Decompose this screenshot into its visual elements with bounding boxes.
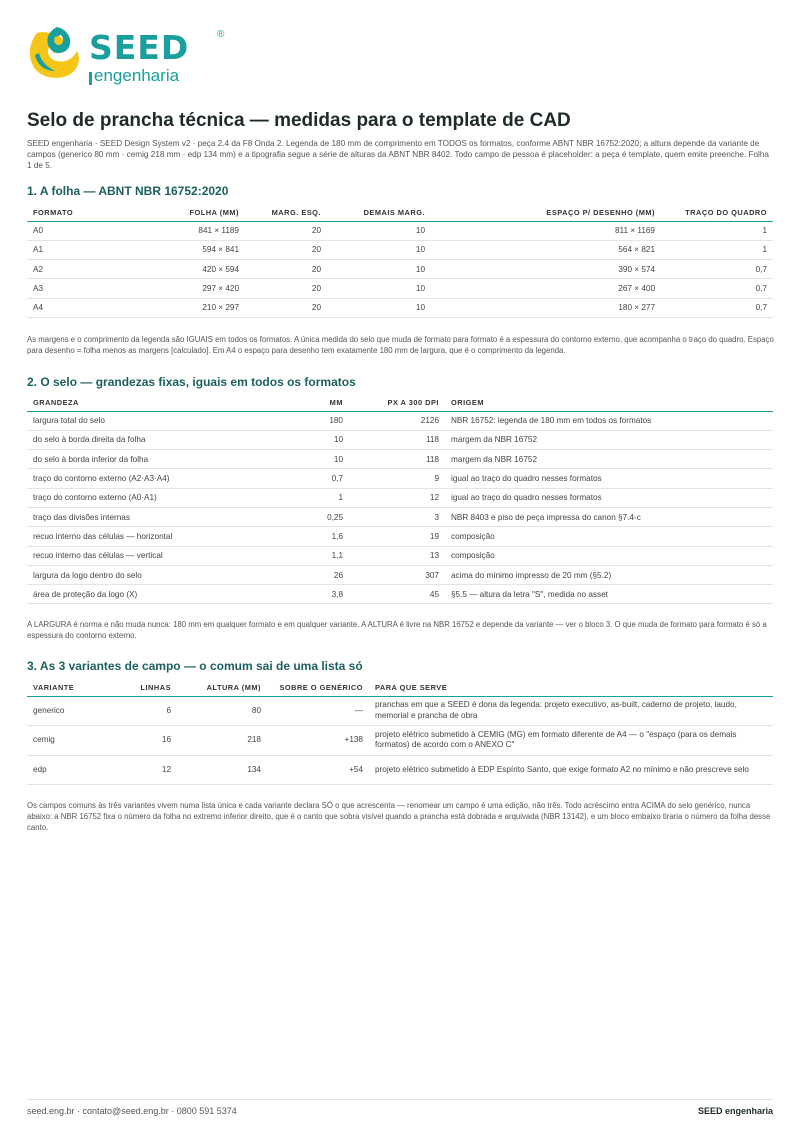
table-cell: 134 (177, 755, 267, 785)
table-cell: 594 × 841 (147, 240, 245, 259)
table-cell: 218 (177, 726, 267, 756)
table-cell: 10 (301, 430, 349, 449)
table-cell: — (267, 696, 369, 726)
table-cell: 118 (349, 450, 445, 469)
table-cell: acima do mínimo impresso de 20 mm (§5.2) (445, 565, 773, 584)
table-cell: edp (27, 755, 121, 785)
section-2-title: 2. O selo — grandezas fixas, iguais em todos os formatos (27, 375, 356, 389)
table-cell: 1 (661, 240, 773, 259)
col-header: FOLHA (MM) (147, 204, 245, 221)
table-cell: largura da logo dentro do selo (27, 565, 301, 584)
col-header: ALTURA (MM) (177, 679, 267, 696)
table-cell: 20 (245, 298, 327, 317)
table-row (27, 221, 773, 240)
section-3-note: Os campos comuns às três variantes vivem numa lista única e cada variante declara SÓ o que acrescenta — renomear um campo é uma edição, não três. Todo acréscimo entra ACIMA do selo genérico, nunca abaixo: a NBR 16752 fixa o número da folha no extremo inferior direito, que é o canto que sobra visível quando a prancha está dobrada e arquivada (NBR 13142), e um bloco embaixo tiraria o número da folha desse canto. (27, 801, 771, 832)
page-title: Selo de prancha técnica — medidas para o template de CAD (27, 110, 571, 131)
table-cell: área de proteção da logo (X) (27, 585, 301, 604)
table-cell: A2 (27, 260, 147, 279)
table-cell: 564 × 821 (431, 240, 661, 259)
col-header: MM (301, 394, 349, 411)
table-cell: do selo à borda direita da folha (27, 430, 301, 449)
table-row (27, 411, 773, 430)
table-cell: 20 (245, 260, 327, 279)
table-cell: traço das divisões internas (27, 507, 301, 526)
section-1-note: As margens e o comprimento da legenda são IGUAIS em todos os formatos. A única medida do selo que muda de formato para formato é a espessura do contorno externo, que acompanha o traço do quadro. Espaço para desenho = folha menos as margens [calculado]. Em A4 o espaço para desenho tem exatamente 180 mm de largura, que é o comprimento da legenda. (27, 335, 774, 355)
table-cell: 0,7 (661, 260, 773, 279)
footer-brand: SEED engenharia (697, 1106, 773, 1116)
table-cell: recuo interno das células — vertical (27, 546, 301, 565)
table-cell: 13 (349, 546, 445, 565)
table-cell: 9 (349, 469, 445, 488)
section-2-note: A LARGURA é norma e não muda nunca: 180 mm em qualquer formato e em qualquer variante. A ALTURA é livre na NBR 16752 e depende da variante — ver o bloco 3. O que muda de formato para formato é só a espessura do contorno externo. (27, 620, 767, 640)
table-cell: traço do contorno externo (A0·A1) (27, 488, 301, 507)
table-cell: 0,7 (661, 298, 773, 317)
table-header-row (27, 679, 773, 696)
section-3-title: 3. As 3 variantes de campo — o comum sai de uma lista só (27, 659, 363, 673)
col-header: PX A 300 DPI (349, 394, 445, 411)
table-cell: 210 × 297 (147, 298, 245, 317)
table-row (27, 430, 773, 449)
table-cell: 3,8 (301, 585, 349, 604)
table-row (27, 279, 773, 298)
table-cell: 10 (301, 450, 349, 469)
table-cell: 12 (349, 488, 445, 507)
table-cell: +138 (267, 726, 369, 756)
col-header: TRAÇO DO QUADRO (661, 204, 773, 221)
col-header: DEMAIS MARG. (327, 204, 431, 221)
table-row (27, 507, 773, 526)
table-cell: igual ao traço do quadro nesses formatos (445, 488, 773, 507)
table-row (27, 488, 773, 507)
table-cell: +54 (267, 755, 369, 785)
table-cell: 811 × 1169 (431, 221, 661, 240)
table-cell: recuo interno das células — horizontal (27, 527, 301, 546)
table-cell: margem da NBR 16752 (445, 430, 773, 449)
table-row (27, 755, 773, 785)
table-cell: do selo à borda inferior da folha (27, 450, 301, 469)
table-cell: 1 (661, 221, 773, 240)
table-cell: 20 (245, 240, 327, 259)
table-cell: 1 (301, 488, 349, 507)
table-cell: 10 (327, 298, 431, 317)
table-cell: 10 (327, 260, 431, 279)
col-header: PARA QUE SERVE (369, 679, 773, 696)
col-header: MARG. ESQ. (245, 204, 327, 221)
table-cell: 10 (327, 240, 431, 259)
table-cell: 20 (245, 221, 327, 240)
table-cell: margem da NBR 16752 (445, 450, 773, 469)
table-cell: 0,7 (661, 279, 773, 298)
table-cell: 26 (301, 565, 349, 584)
table-row (27, 260, 773, 279)
table-cell: 10 (327, 279, 431, 298)
table-row (27, 469, 773, 488)
table-cell: projeto elétrico submetido à EDP Espírito Santo, que exige formato A2 no mínimo e não prescreve selo (369, 755, 773, 785)
section-1-title: 1. A folha — ABNT NBR 16752:2020 (27, 184, 229, 198)
table-cell: 297 × 420 (147, 279, 245, 298)
col-header: ORIGEM (445, 394, 773, 411)
sheet-formats-table (27, 204, 773, 318)
table-row (27, 546, 773, 565)
seed-logo-icon (27, 25, 82, 81)
table-row (27, 450, 773, 469)
table-cell: traço do contorno externo (A2·A3·A4) (27, 469, 301, 488)
table-cell: 10 (327, 221, 431, 240)
table-cell: 1,6 (301, 527, 349, 546)
table-row (27, 585, 773, 604)
table-cell: §5.5 — altura da letra "S", medida no asset (445, 585, 773, 604)
footer-divider (27, 1099, 773, 1100)
col-header: LINHAS (121, 679, 177, 696)
table-cell: pranchas em que a SEED é dona da legenda: projeto executivo, as-built, caderno de projeto, laudo, memorial e prancha de obra (369, 696, 773, 726)
table-header-row (27, 394, 773, 411)
table-cell: 19 (349, 527, 445, 546)
seal-dimensions-table (27, 394, 773, 604)
col-header: ESPAÇO P/ DESENHO (MM) (431, 204, 661, 221)
table-cell: A3 (27, 279, 147, 298)
col-header: VARIANTE (27, 679, 121, 696)
table-cell: NBR 16752: legenda de 180 mm em todos os formatos (445, 411, 773, 430)
table-cell: projeto elétrico submetido à CEMIG (MG) em formato diferente de A4 — o "espaço (para os demais formatos) de acordo com o ANEXO C" (369, 726, 773, 756)
intro-paragraph: SEED engenharia · SEED Design System v2 · peça 2.4 da F8 Onda 2. Legenda de 180 mm de comprimento em TODOS os formatos, conforme ABNT NBR 16752:2020; a altura depende da variante de campos (generico 80 mm · cemig 218 mm · edp 134 mm) e a tipografia segue a série de alturas da ABNT NBR 8402. Todo campo de pessoa é placeholder: a peça é template, quem emite preenche. Folha 1 de 5. (27, 139, 769, 170)
table-header-row (27, 204, 773, 221)
field-variants-table (27, 679, 773, 785)
col-header: FORMATO (27, 204, 147, 221)
table-cell: largura total do selo (27, 411, 301, 430)
table-cell: composição (445, 546, 773, 565)
table-cell: 267 × 400 (431, 279, 661, 298)
table-row (27, 726, 773, 756)
table-cell: 180 × 277 (431, 298, 661, 317)
table-cell: 0,7 (301, 469, 349, 488)
table-cell: 118 (349, 430, 445, 449)
table-cell: A0 (27, 221, 147, 240)
table-cell: generico (27, 696, 121, 726)
table-row (27, 240, 773, 259)
table-row (27, 298, 773, 317)
table-cell: cemig (27, 726, 121, 756)
table-cell: 0,25 (301, 507, 349, 526)
table-cell: 180 (301, 411, 349, 430)
table-cell: 6 (121, 696, 177, 726)
table-cell: 80 (177, 696, 267, 726)
footer-contact: seed.eng.br · contato@seed.eng.br · 0800 591 5374 (27, 1106, 237, 1116)
table-cell: 3 (349, 507, 445, 526)
table-cell: 20 (245, 279, 327, 298)
table-row (27, 565, 773, 584)
table-cell: 45 (349, 585, 445, 604)
brand-logo (27, 25, 225, 85)
table-cell: composição (445, 527, 773, 546)
brand-subtitle: engenharia (94, 66, 180, 85)
table-cell: 841 × 1189 (147, 221, 245, 240)
table-cell: 420 × 594 (147, 260, 245, 279)
table-cell: 16 (121, 726, 177, 756)
table-row (27, 527, 773, 546)
table-cell: NBR 8403 e piso de peça impressa do canon §7.4-c (445, 507, 773, 526)
brand-name: SEED (89, 28, 190, 67)
table-cell: A4 (27, 298, 147, 317)
table-cell: 390 × 574 (431, 260, 661, 279)
table-row (27, 696, 773, 726)
registered-mark: ® (217, 29, 225, 40)
table-cell: 307 (349, 565, 445, 584)
col-header: GRANDEZA (27, 394, 301, 411)
table-cell: 12 (121, 755, 177, 785)
table-cell: A1 (27, 240, 147, 259)
table-cell: 2126 (349, 411, 445, 430)
col-header: SOBRE O GENÉRICO (267, 679, 369, 696)
table-cell: igual ao traço do quadro nesses formatos (445, 469, 773, 488)
table-cell: 1,1 (301, 546, 349, 565)
